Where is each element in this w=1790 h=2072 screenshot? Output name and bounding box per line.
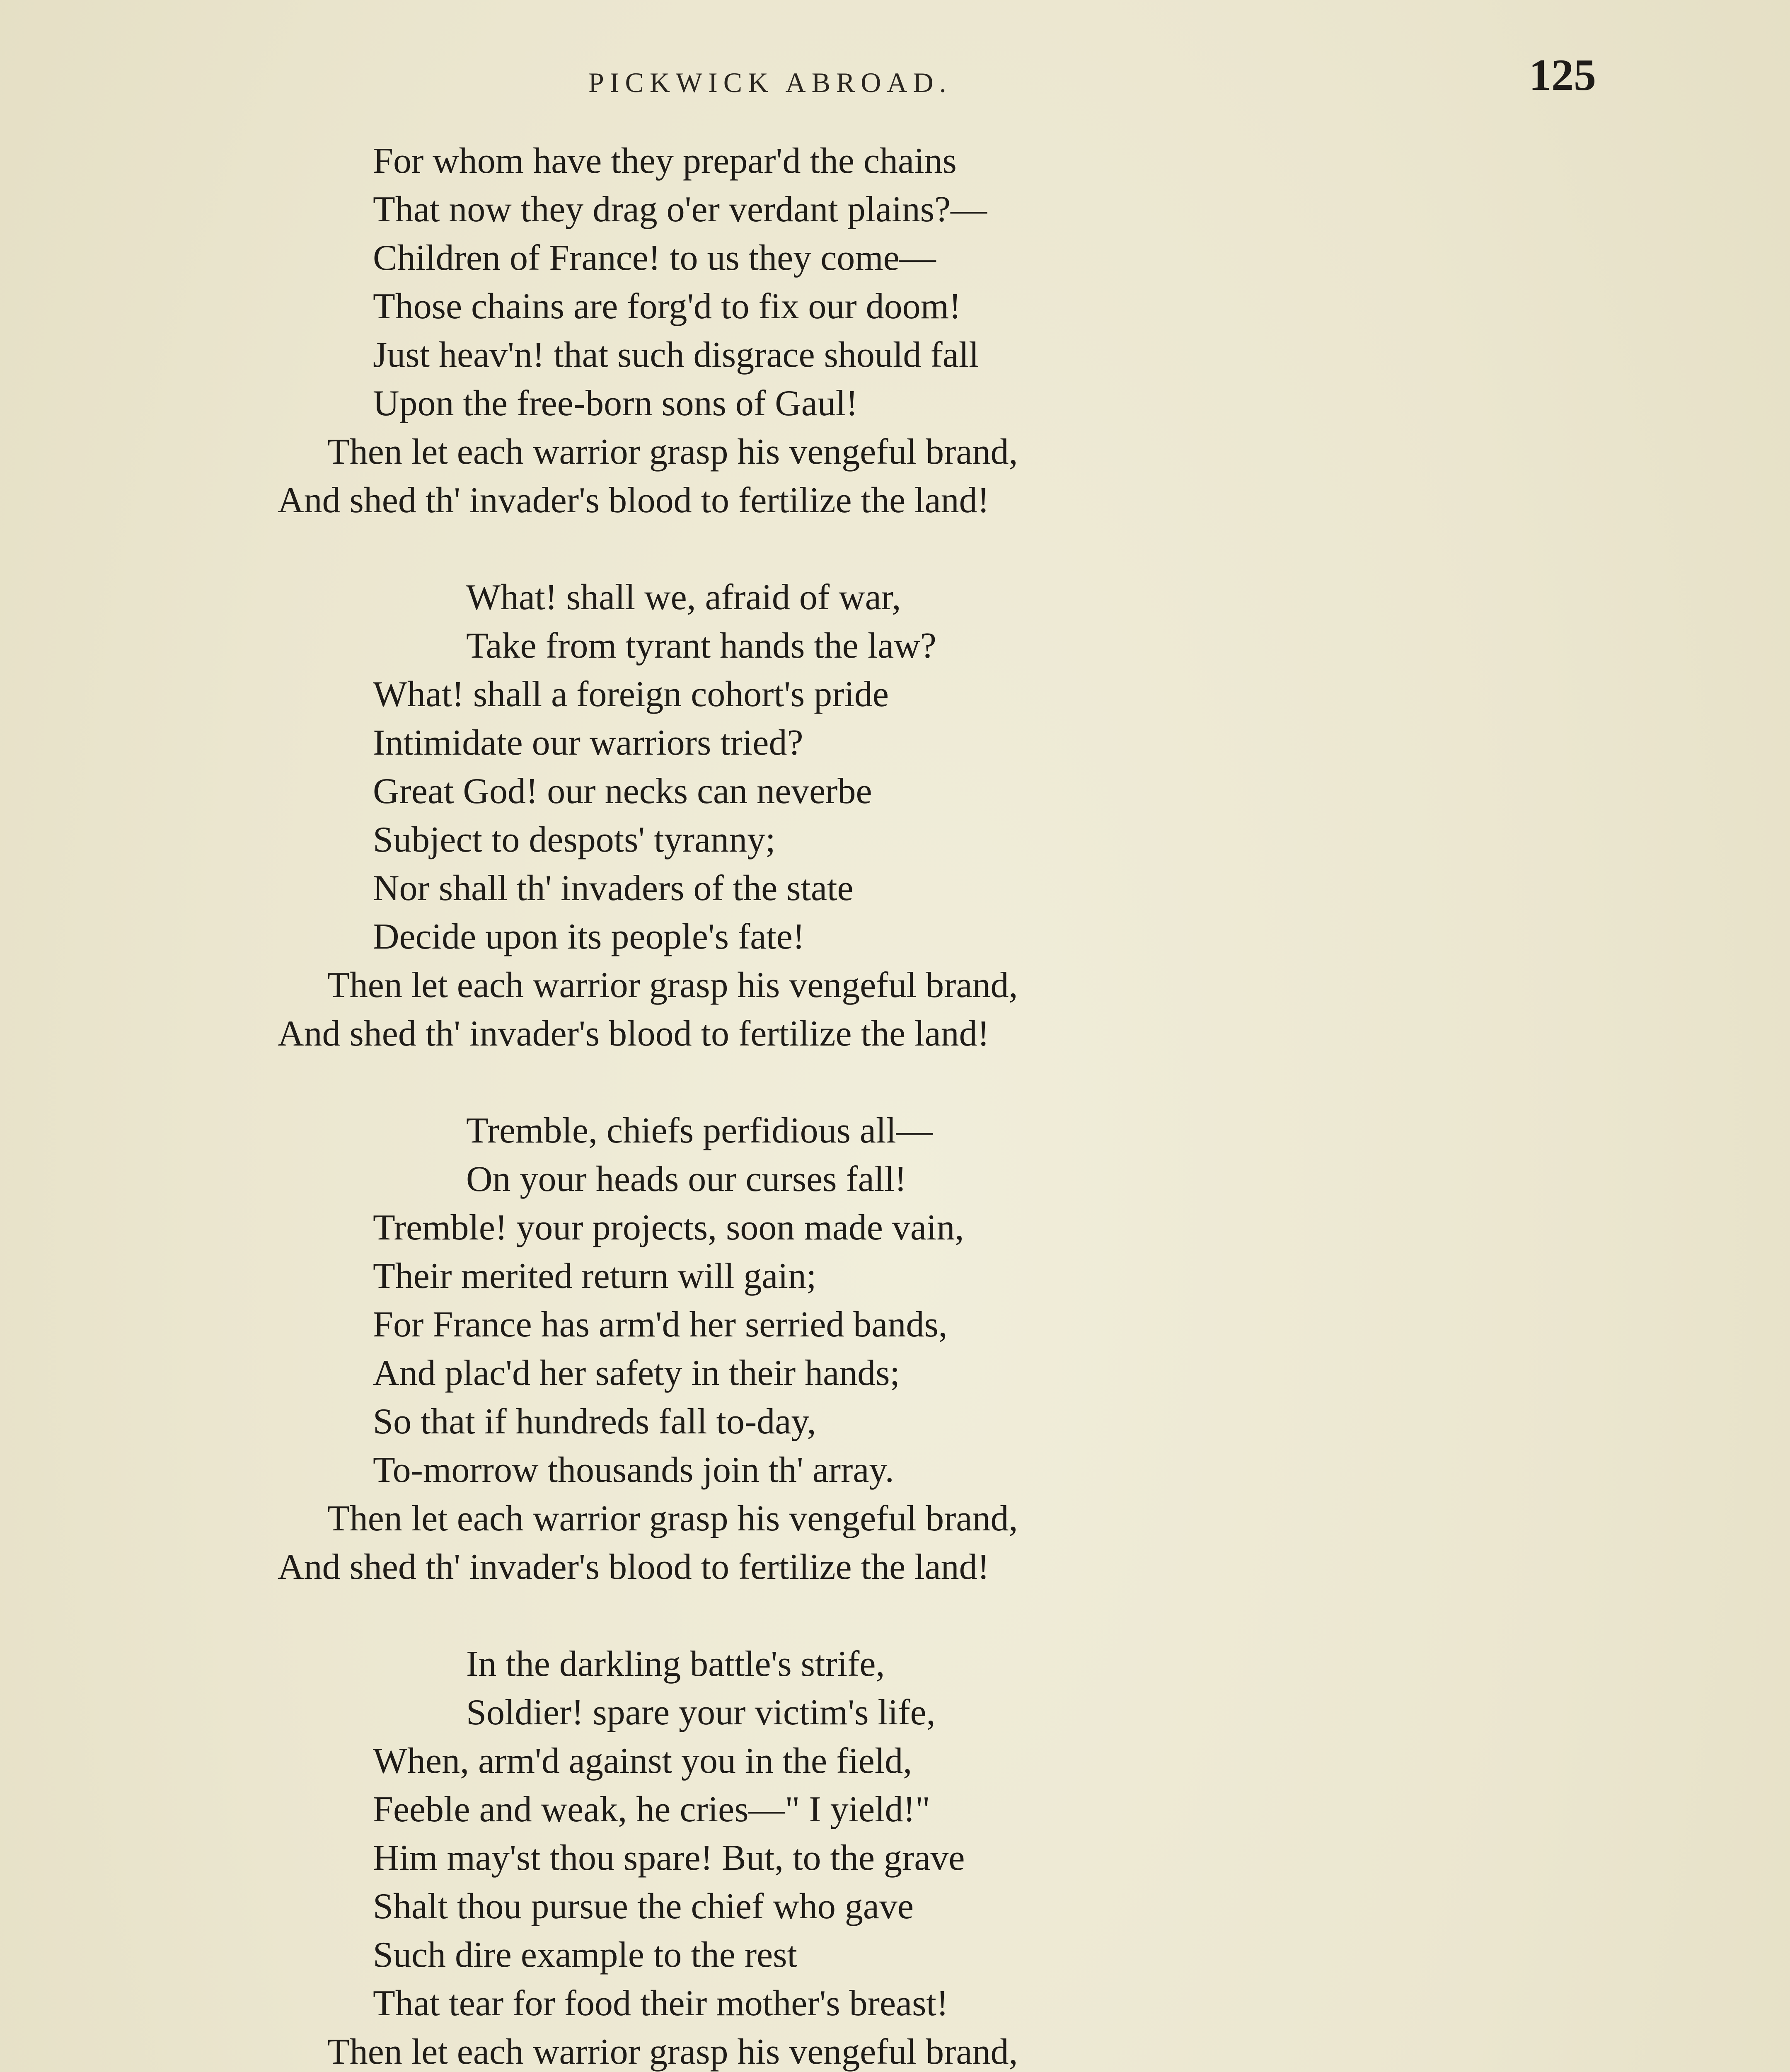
poem-line: Soldier! spare your victim's life, (466, 1692, 936, 1733)
poem-line: And shed th' invader's blood to fertilize the land! (278, 1547, 989, 1587)
page-header (0, 51, 1790, 108)
poem-line: Subject to despots' tyranny; (373, 820, 776, 860)
poem-line: Tremble! your projects, soon made vain, (373, 1208, 964, 1248)
poem-line: To-morrow thousands join th' array. (373, 1450, 894, 1490)
poem-line: Such dire example to the rest (373, 1935, 797, 1975)
poem (0, 137, 1790, 2072)
poem-line: Decide upon its people's fate! (373, 917, 805, 957)
poem-line: When, arm'd against you in the field, (373, 1741, 912, 1781)
poem-line: Just heav'n! that such disgrace should fall (373, 335, 979, 375)
poem-line: Feeble and weak, he cries—" I yield!" (373, 1789, 930, 1830)
page-number: 125 (1529, 51, 1596, 100)
poem-line: For France has arm'd her serried bands, (373, 1305, 948, 1345)
running-head: PICKWICK ABROAD. (588, 67, 952, 98)
poem-line: What! shall we, afraid of war, (466, 577, 901, 617)
stanza (0, 1640, 1790, 2072)
poem-line: Upon the free-born sons of Gaul! (373, 383, 858, 424)
poem-line: Then let each warrior grasp his vengeful brand, (327, 1498, 1018, 1539)
poem-line: Then let each warrior grasp his vengeful brand, (327, 965, 1018, 1005)
poem-line: In the darkling battle's strife, (466, 1644, 885, 1684)
stanza (0, 137, 1790, 525)
poem-line: Nor shall th' invaders of the state (373, 868, 854, 908)
poem-line: Take from tyrant hands the law? (466, 626, 936, 666)
poem-line: So that if hundreds fall to-day, (373, 1402, 816, 1442)
poem-line: And shed th' invader's blood to fertilize the land! (278, 480, 989, 520)
poem-line: Their merited return will gain; (373, 1256, 817, 1296)
poem-line: Intimidate our warriors tried? (373, 723, 803, 763)
poem-line: And plac'd her safety in their hands; (373, 1353, 900, 1393)
stanza (0, 573, 1790, 1058)
poem-line: Those chains are forg'd to fix our doom! (373, 286, 961, 327)
poem-line: Tremble, chiefs perfidious all— (466, 1111, 933, 1151)
poem-line: Shalt thou pursue the chief who gave (373, 1886, 914, 1927)
poem-line: Then let each warrior grasp his vengeful brand, (327, 432, 1018, 472)
poem-line: That tear for food their mother's breast! (373, 1983, 949, 2024)
poem-line: Then let each warrior grasp his vengeful brand, (327, 2032, 1018, 2072)
poem-line: And shed th' invader's blood to fertilize the land! (278, 1014, 989, 1054)
poem-line: Children of France! to us they come— (373, 238, 936, 278)
poem-line: What! shall a foreign cohort's pride (373, 674, 889, 714)
poem-line: That now they drag o'er verdant plains?— (373, 189, 987, 230)
poem-line: For whom have they prepar'd the chains (373, 141, 957, 181)
poem-line: Him may'st thou spare! But, to the grave (373, 1838, 965, 1878)
poem-line: On your heads our curses fall! (466, 1159, 907, 1199)
poem-line: Great God! our necks can neverbe (373, 771, 872, 811)
stanza (0, 1106, 1790, 1591)
